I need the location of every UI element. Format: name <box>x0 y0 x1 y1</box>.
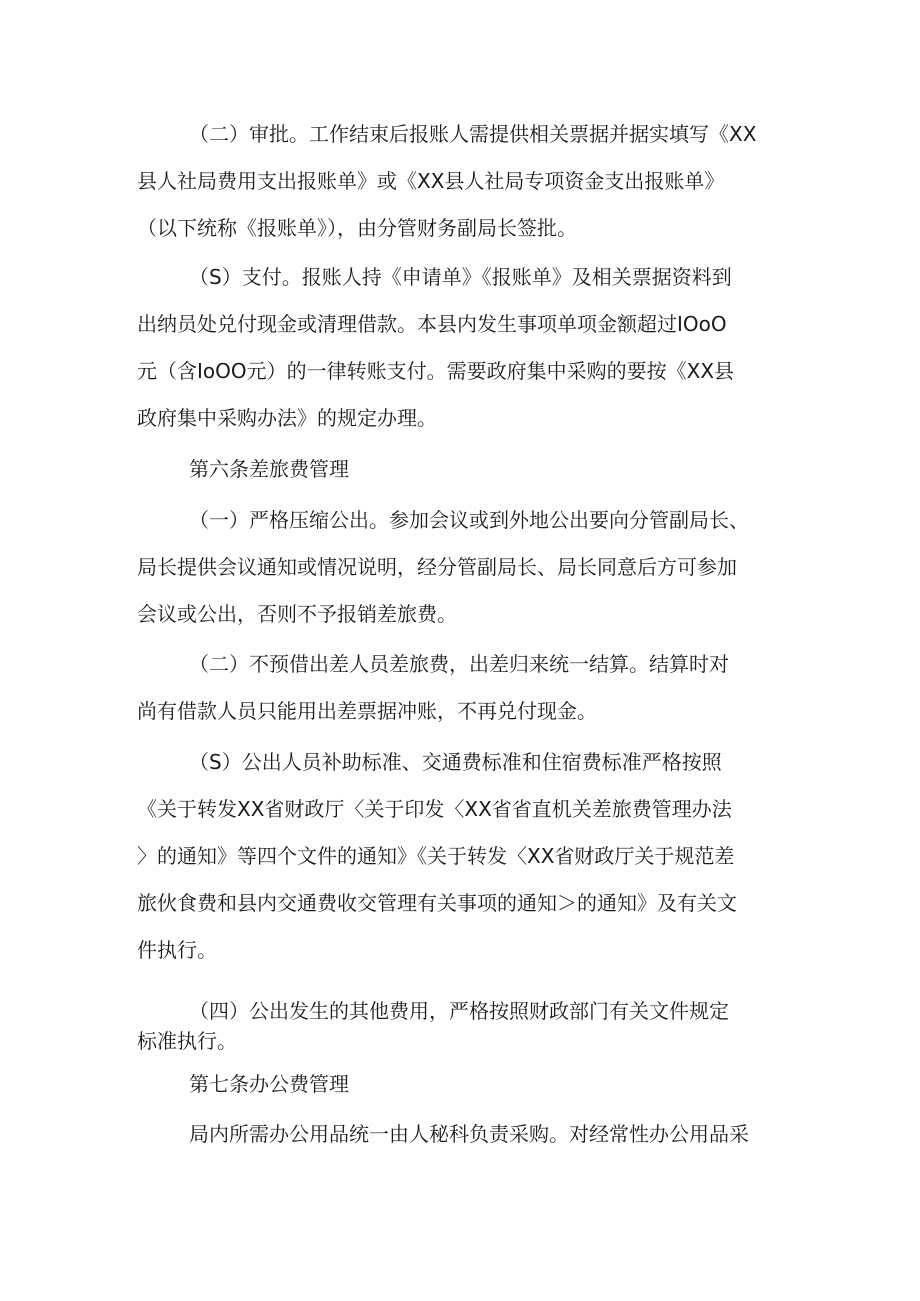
paragraph-travel-1 <box>137 497 797 638</box>
text-line: （四）公出发生的其他费用，严格按照财政部门有关文件规定 <box>189 999 729 1023</box>
text-line: 元（含IoOO元）的一律转账支付。需要政府集中采购的要按《XX县 <box>137 359 735 383</box>
text-line: 尚有借款人员只能用出差票据冲账，不再兑付现金。 <box>137 699 597 723</box>
text-line: （一）严格压缩公出。参加会议或到外地公出要向分管副局长、 <box>189 508 749 532</box>
text-line: 局长提供会议通知或情况说明，经分管副局长、局长同意后方可参加 <box>137 555 737 579</box>
text-line: 〉的通知》等四个文件的通知》《关于转发〈XX省财政厅关于规范差 <box>137 844 735 868</box>
section-heading: 第七条办公费管理 <box>189 1072 349 1096</box>
paragraph-office-1 <box>137 1111 797 1158</box>
text-line: （二）不预借出差人员差旅费，出差归来统一结算。结算时对 <box>189 652 729 676</box>
text-line: 出纳员处兑付现金或清理借款。本县内发生事项单项金额超过IOoO <box>137 312 727 336</box>
text-line: （二）审批。工作结束后报账人需提供相关票据并据实填写《XX <box>189 122 757 146</box>
paragraph-travel-4 <box>137 996 797 1056</box>
heading-article-7 <box>137 1061 797 1108</box>
text-line: 会议或公出，否则不予报销差旅费。 <box>137 602 457 626</box>
text-line: （S）公出人员补助标准、交通费标准和住宿费标准严格按照 <box>189 750 722 774</box>
text-line: 政府集中采购办法》的规定办理。 <box>137 406 437 430</box>
paragraph-payment <box>137 254 797 442</box>
paragraph-travel-3 <box>137 739 797 974</box>
text-line: 件执行。 <box>137 938 217 962</box>
paragraph-travel-2 <box>137 641 797 735</box>
text-line: 局内所需办公用品统一由人秘科负责采购。对经常性办公用品采 <box>189 1122 749 1146</box>
text-line: 旅伙食费和县内交通费收交管理有关事项的通知＞的通知》及有关文 <box>137 891 737 915</box>
text-line: 县人社局费用支出报账单》或《XX县人社局专项资金支出报账单》 <box>137 169 725 193</box>
section-heading: 第六条差旅费管理 <box>189 457 349 481</box>
text-line: 《关于转发XX省财政厅〈关于印发〈XX省省直机关差旅费管理办法 <box>137 797 732 821</box>
text-line: （S）支付。报账人持《申请单》《报账单》及相关票据资料到 <box>189 265 732 289</box>
heading-article-6 <box>137 446 797 493</box>
text-line: （以下统称《报账单》），由分管财务副局长签批。 <box>137 216 577 240</box>
text-line: 标准执行。 <box>137 1029 237 1053</box>
paragraph-approval <box>137 111 797 252</box>
